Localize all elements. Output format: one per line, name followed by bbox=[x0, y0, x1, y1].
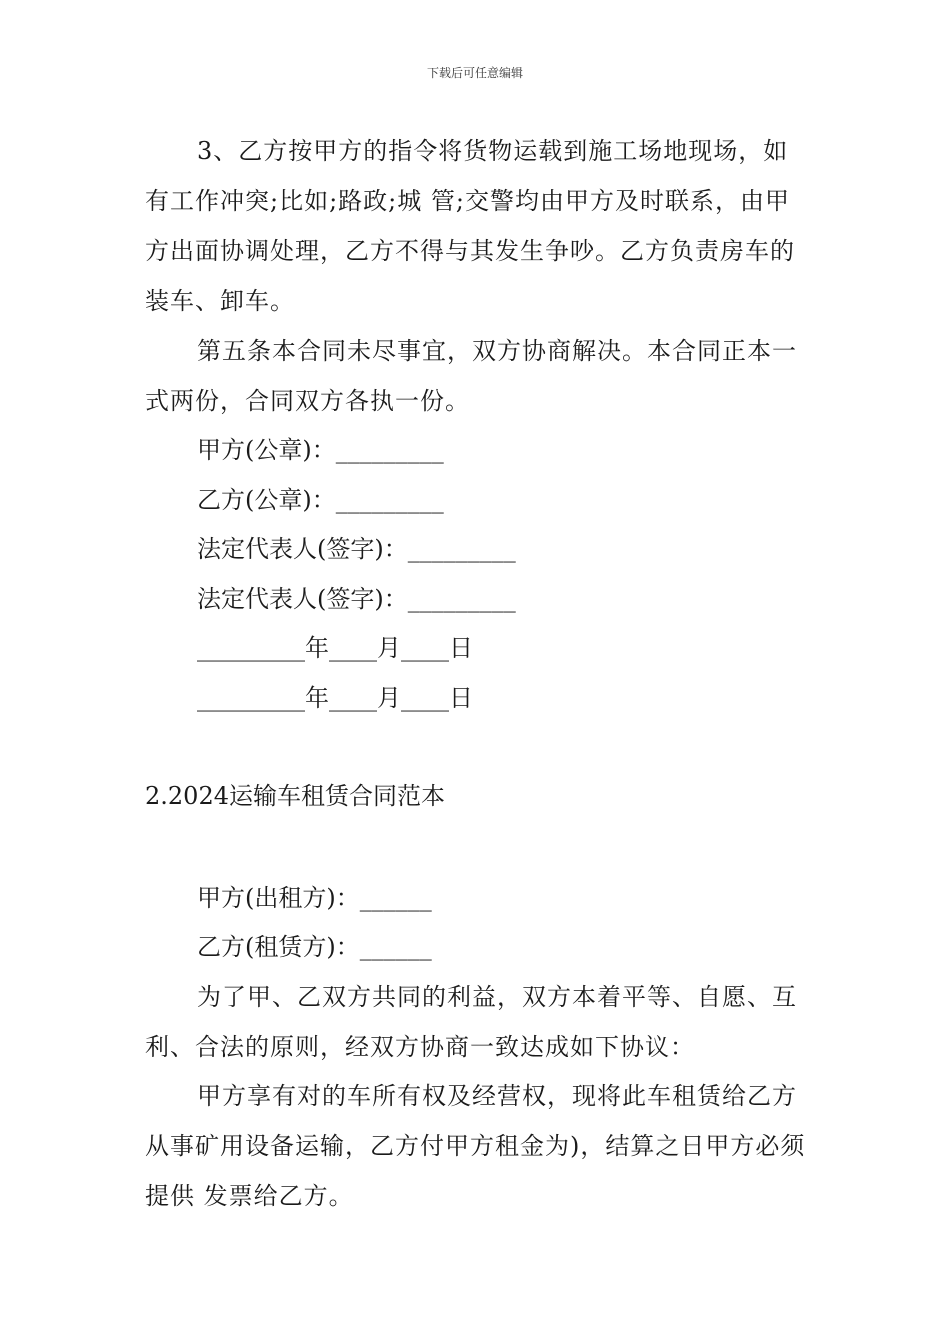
lease-clause-paragraph: 甲方享有对的车所有权及经营权，现将此车租赁给乙方从事矿用设备运输，乙方付甲方租金为)，结算之日甲方必须提供 发票给乙方。 bbox=[145, 1082, 806, 1210]
date-line-1: _________年____月____日 bbox=[197, 634, 473, 662]
date-line-2: _________年____月____日 bbox=[197, 684, 473, 712]
clause-3-paragraph: 3、乙方按甲方的指令将货物运载到施工场地现场，如有工作冲突;比如;路政;城 管;交警均由甲方及时联系，由甲方出面协调处理，乙方不得与其发生争吵。乙方负责房车的装车、卸车。 bbox=[145, 137, 795, 315]
legal-rep-signature-line-2: 法定代表人(签字)：_________ bbox=[197, 585, 516, 613]
legal-rep-signature-line-1: 法定代表人(签字)：_________ bbox=[197, 535, 516, 563]
lessee-line: 乙方(租赁方)：______ bbox=[197, 933, 432, 961]
page-header-note: 下载后可任意编辑 bbox=[426, 66, 523, 80]
party-b-seal-line: 乙方(公章)：_________ bbox=[197, 486, 444, 514]
party-a-seal-line: 甲方(公章)：_________ bbox=[197, 436, 444, 464]
section-2-title: 2.2024运输车租赁合同范本 bbox=[145, 782, 445, 810]
lessor-line: 甲方(出租方)：______ bbox=[197, 884, 432, 912]
intro-paragraph: 为了甲、乙双方共同的利益，双方本着平等、自愿、互利、合法的原则，经双方协商一致达成如下协议： bbox=[145, 983, 797, 1061]
article-5-paragraph: 第五条本合同未尽事宜，双方协商解决。本合同正本一式两份，合同双方各执一份。 bbox=[145, 337, 797, 415]
